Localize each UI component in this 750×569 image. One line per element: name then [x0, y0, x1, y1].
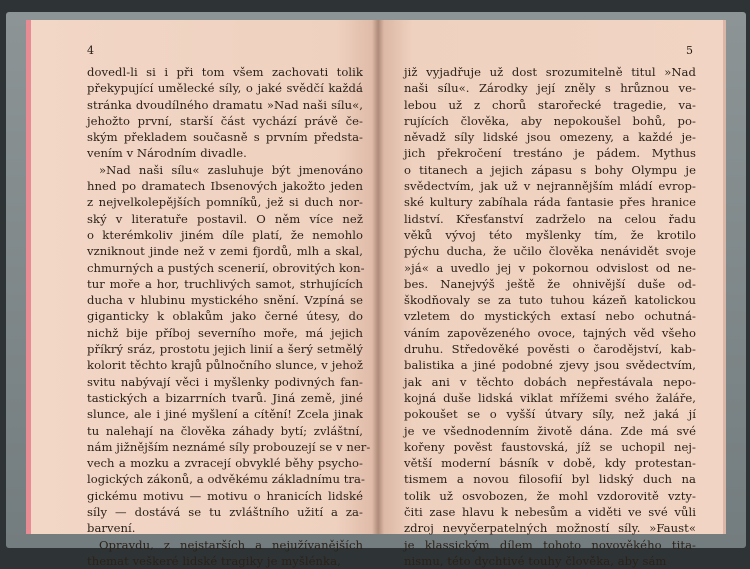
text-line: svědectvím, jak už v nejrannějším mládí evrop- [404, 179, 696, 194]
text-line: bes. Nanejvýš ještě že ohnivější duše od- [404, 276, 696, 291]
text-line: nám jižnějším neznámé síly probouzejí se v ner- [87, 439, 371, 454]
text-line: gickému motivu — motivu o hranicích lidské [87, 488, 363, 503]
text-line: chmurných a pustých scenerií, obrovitých kon- [87, 260, 365, 275]
text-line: themat veškeré lidské tragiky je myšlénka, [87, 553, 341, 568]
text-line: balistika a jiné podobné zjevy jsou svědectvím, [404, 358, 696, 373]
text-line: čiti zase hlavu k nebesům a viděti ve své vůli [404, 505, 696, 520]
text-line: stránka dvoudílného dramatu »Nad naši sílu«, [87, 97, 363, 112]
page-number: 4 [87, 44, 94, 57]
text-line: vením v Národním divadle. [87, 146, 247, 161]
text-line: logických zákonů, a odvěkému základnímu tra- [87, 472, 365, 487]
text-column [87, 64, 371, 569]
text-line: tastických a bizarrních tvarů. Jiná země, jiné [87, 390, 363, 405]
text-line: nichž bije příboj severního moře, má jejich [87, 325, 363, 340]
text-line: je ve všednodenním životě dána. Zde má své [404, 423, 696, 438]
text-column [404, 64, 696, 569]
text-line: ský v literatuře postavil. O něm více než [87, 211, 363, 226]
text-line: vech a mozku a zvracejí obvyklé běhy psycho- [87, 456, 363, 471]
text-line: giganticky k oblakům jako černé útesy, do [87, 309, 363, 324]
text-line: vzniknout jinde než v zemi fjordů, mlh a skal, [87, 244, 363, 259]
book-gutter [372, 20, 384, 534]
text-line: již vyjadřuje už dost srozumitelně titul »Nad [404, 65, 696, 79]
text-line: kolorit těchto krajů půlnočního slunce, v jehož [87, 358, 363, 373]
text-line: hned po dramatech Ibsenových jakožto jeden [87, 179, 363, 194]
text-line: ducha v hlubinu mystického snění. Vzpíná se [87, 293, 363, 308]
right-page [378, 20, 726, 568]
text-line: Opravdu, z nejstarších a nejužívanějších [99, 537, 363, 552]
text-line: síly — dostává se tu zvláštního užití a za- [87, 505, 363, 520]
text-line: pýchu ducha, že učilo člověka nenávidět svoje [404, 244, 696, 259]
text-line: kojná duše lidská viklat mřížemi svého žaláře, [404, 390, 696, 405]
text-line: o kterémkoliv jiném díle platí, že nemohlo [87, 227, 363, 242]
text-line: příkrý sráz, prostotu jejich linií a šerý setmělý [87, 342, 363, 357]
text-line: dovedl-li si i při tom všem zachovati tolik [87, 65, 363, 79]
text-line: druhu. Středověké pověsti o čarodějství, kab- [404, 342, 696, 357]
text-line: tur moře a hor, truchlivých samot, strhujících [87, 276, 363, 291]
text-line: škodňovaly se za tuto tuhou kázeň katolickou [404, 293, 696, 308]
text-line: kořeny pověst faustovská, jíž se uchopil nej- [404, 439, 696, 454]
text-line: rujících člověka, aby nepokoušel bohů, po- [404, 113, 696, 128]
text-line: lebou už z chorů starořecké tragedie, va- [404, 97, 696, 112]
text-line: vzletem do mystických extasí nebo ochutná- [404, 309, 696, 324]
text-line: jich překročení trestáno je pádem. Mythus [404, 146, 696, 161]
text-line: jehožto první, starší část vychází právě če- [87, 113, 363, 128]
text-line: pokoušet se o vyšší útvary síly, než jaká jí [404, 407, 696, 422]
left-page [26, 20, 378, 568]
text-line: větší moderní básník v době, kdy protestan- [404, 456, 696, 471]
text-line: o titanech a jejich zápasu s bohy Olympu je [404, 162, 696, 177]
text-line: »Nad naši sílu« zasluhuje být jmenováno [99, 162, 363, 177]
text-line: svitu nabývají věci i myšlenky podivných fan- [87, 374, 363, 389]
page-number: 5 [686, 44, 693, 57]
text-line: slunce, ale i jiné myšlení a cítění! Zcela jinak [87, 407, 363, 422]
text-line: ským překladem současně s prvním předsta- [87, 130, 363, 145]
text-line: něvadž síly lidské jsou omezeny, a každé je- [404, 130, 696, 145]
text-line: barvení. [87, 521, 136, 536]
text-line: tolik už osvobozen, že mohl vzdorovitě vzty- [404, 488, 696, 503]
text-line: tu nalehají na člověka záhady bytí; zvláštní, [87, 423, 363, 438]
text-line: je klassickým dílem tohoto novověkého tita- [404, 537, 696, 552]
text-line: z nejvelkolepějších pomníků, jež si duch nor- [87, 195, 363, 210]
text-line: nismu, této dychtivé touhy člověka, aby sám [404, 553, 667, 568]
text-line: lidství. Křesťanství zadrželo na celou řadu [404, 211, 696, 226]
text-line: ské kultury zabíhala ráda fantasie přes hranice [404, 195, 696, 210]
text-line: naši sílu«. Zárodky její zněly s hrůznou ve- [404, 81, 696, 96]
text-line: jak ani v těchto dobách nepřestávala nepo- [404, 374, 696, 389]
text-line: věků vývoj této myšlenky tím, že krotilo [404, 227, 696, 242]
text-line: »já« a uvedlo jej v pokornou odvislost od ne- [404, 260, 696, 275]
text-line: zdroj nevyčerpatelných možností síly. »Faust« [404, 521, 696, 536]
text-line: překypující umělecké síly, o jaké svědčí každá [87, 81, 363, 96]
text-line: váním zapovězeného ovoce, tajných věd všeho [404, 325, 696, 340]
text-line: tismem a novou filosofií byl lidský duch na [404, 472, 696, 487]
